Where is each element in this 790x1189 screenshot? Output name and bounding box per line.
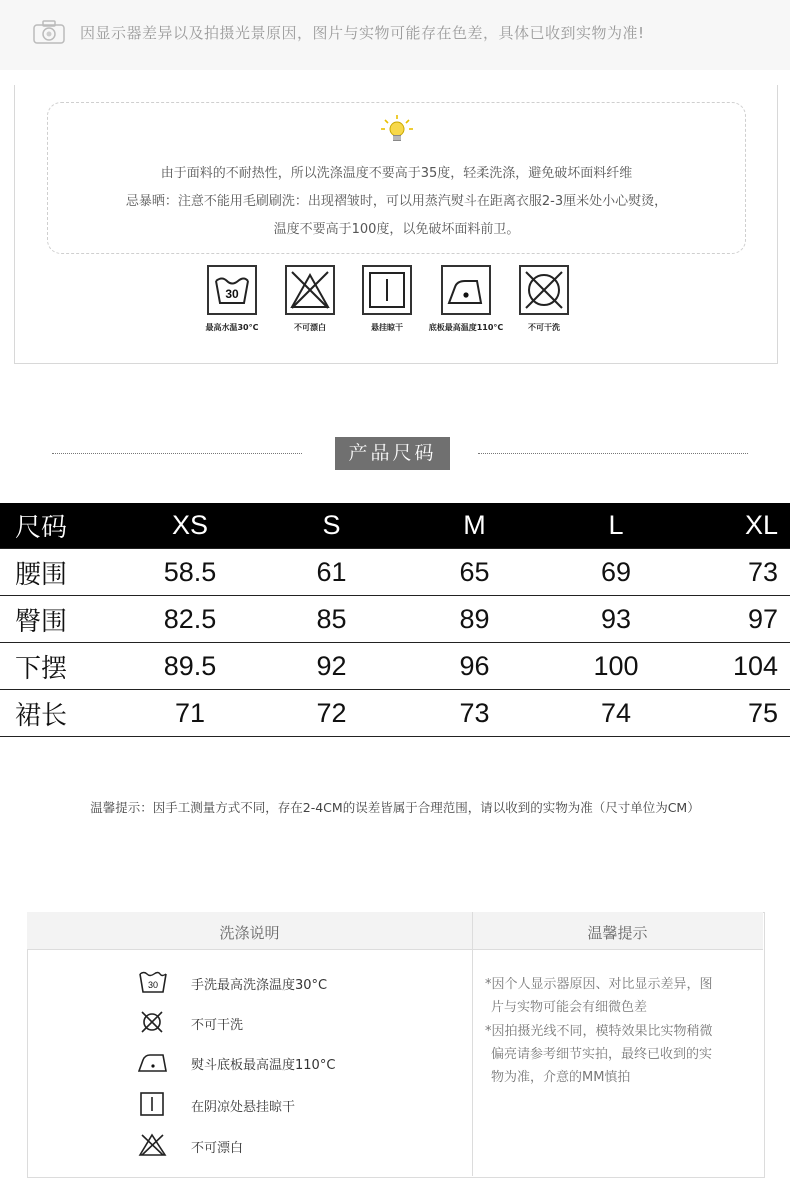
table-cell: 85 [260, 596, 403, 643]
hang-dry-icon [362, 265, 412, 315]
table-cell: 73 [686, 549, 790, 596]
table-row [0, 549, 790, 596]
wash-item-label: 不可干洗 [191, 1018, 244, 1033]
table-cell: 69 [546, 549, 686, 596]
header-cell: L [546, 503, 686, 549]
note-line: *因拍摄光线不同，模特效果比实物稍微 [485, 1024, 713, 1039]
wash-item-label: 熨斗底板最高温度110°C [191, 1058, 336, 1073]
row-label: 腰围 [0, 549, 120, 596]
table-cell: 82.5 [120, 596, 260, 643]
iron-110-icon [138, 1050, 168, 1074]
table-cell: 92 [260, 643, 403, 690]
icon-caption-dry: 悬挂晾干 [371, 323, 403, 332]
care-line-1: 由于面料的不耐热性，所以洗涤温度不要高于35度，轻柔洗涤，避免破坏面料纤维 [160, 166, 633, 181]
note-line: 物为准，介意的MM慎拍 [491, 1070, 631, 1085]
table-cell: 65 [403, 549, 546, 596]
info-panel-divider [472, 912, 473, 1176]
table-cell: 72 [260, 690, 403, 737]
table-cell: 58.5 [120, 549, 260, 596]
note-line: 片与实物可能会有细微色差 [491, 1000, 648, 1015]
iron-110-icon [441, 265, 491, 315]
table-cell: 74 [546, 690, 686, 737]
tips-title: 温馨提示 [587, 924, 648, 942]
icon-caption-iron: 底板最高温度110°C [428, 323, 504, 332]
measurement-tip: 温馨提示：因手工测量方式不同，存在2-4CM的误差皆属于合理范围，请以收到的实物为准（尺寸单位为CM） [90, 800, 700, 815]
camera-icon [33, 20, 65, 44]
header-cell: 尺码 [0, 503, 120, 549]
table-cell: 96 [403, 643, 546, 690]
table-header-row [0, 503, 790, 549]
table-cell: 100 [546, 643, 686, 690]
table-cell: 75 [686, 690, 790, 737]
table-cell: 104 [686, 643, 790, 690]
note-line: *因个人显示器原因、对比显示差异，图 [485, 977, 713, 992]
table-cell: 71 [120, 690, 260, 737]
wash-item-label: 手洗最高洗涤温度30°C [191, 978, 328, 993]
header-cell: S [260, 503, 403, 549]
size-table [0, 503, 790, 737]
header-cell: XS [120, 503, 260, 549]
hang-dry-icon [138, 1092, 168, 1116]
wash-item-label: 不可漂白 [191, 1141, 244, 1156]
notice-text: 因显示器差异以及拍摄光景原因，图片与实物可能存在色差，具体已收到实物为准! [80, 24, 645, 42]
notice-banner [0, 0, 790, 70]
section-title: 产品尺码 [335, 437, 450, 470]
wash-30-icon [138, 970, 168, 994]
lightbulb-icon [380, 114, 414, 146]
table-cell: 93 [546, 596, 686, 643]
header-cell: M [403, 503, 546, 549]
icon-caption-wash: 最高水温30°C [205, 323, 259, 332]
table-cell: 61 [260, 549, 403, 596]
row-label: 裙长 [0, 690, 120, 737]
no-dry-clean-icon [519, 265, 569, 315]
no-bleach-icon [138, 1133, 168, 1157]
wash-30-number: 30 [225, 287, 239, 301]
header-divider-left [52, 453, 302, 454]
header-divider-right [478, 453, 748, 454]
wash-30-icon [207, 265, 257, 315]
note-line: 偏亮请参考细节实拍，最终已收到的实 [491, 1047, 713, 1062]
icon-caption-dry-clean: 不可干洗 [528, 323, 560, 332]
no-dry-clean-icon [138, 1010, 168, 1034]
no-bleach-icon [285, 265, 335, 315]
row-label: 下摆 [0, 643, 120, 690]
care-line-2: 忌暴晒：注意不能用毛刷刷洗：出现褶皱时，可以用蒸汽熨斗在距离衣服2-3厘米处小心熨烫， [125, 194, 668, 209]
table-row [0, 643, 790, 690]
table-cell: 89.5 [120, 643, 260, 690]
table-cell: 97 [686, 596, 790, 643]
wash-30-number: 30 [147, 980, 159, 990]
header-cell: XL [686, 503, 790, 549]
wash-title: 洗涤说明 [219, 924, 280, 942]
wash-item-label: 在阴凉处悬挂晾干 [191, 1100, 296, 1115]
icon-caption-bleach: 不可漂白 [294, 323, 326, 332]
table-cell: 73 [403, 690, 546, 737]
table-cell: 89 [403, 596, 546, 643]
care-line-3: 温度不要高于100度，以免破坏面料前卫。 [273, 222, 520, 237]
row-label: 臀围 [0, 596, 120, 643]
table-row [0, 596, 790, 643]
table-row [0, 690, 790, 737]
